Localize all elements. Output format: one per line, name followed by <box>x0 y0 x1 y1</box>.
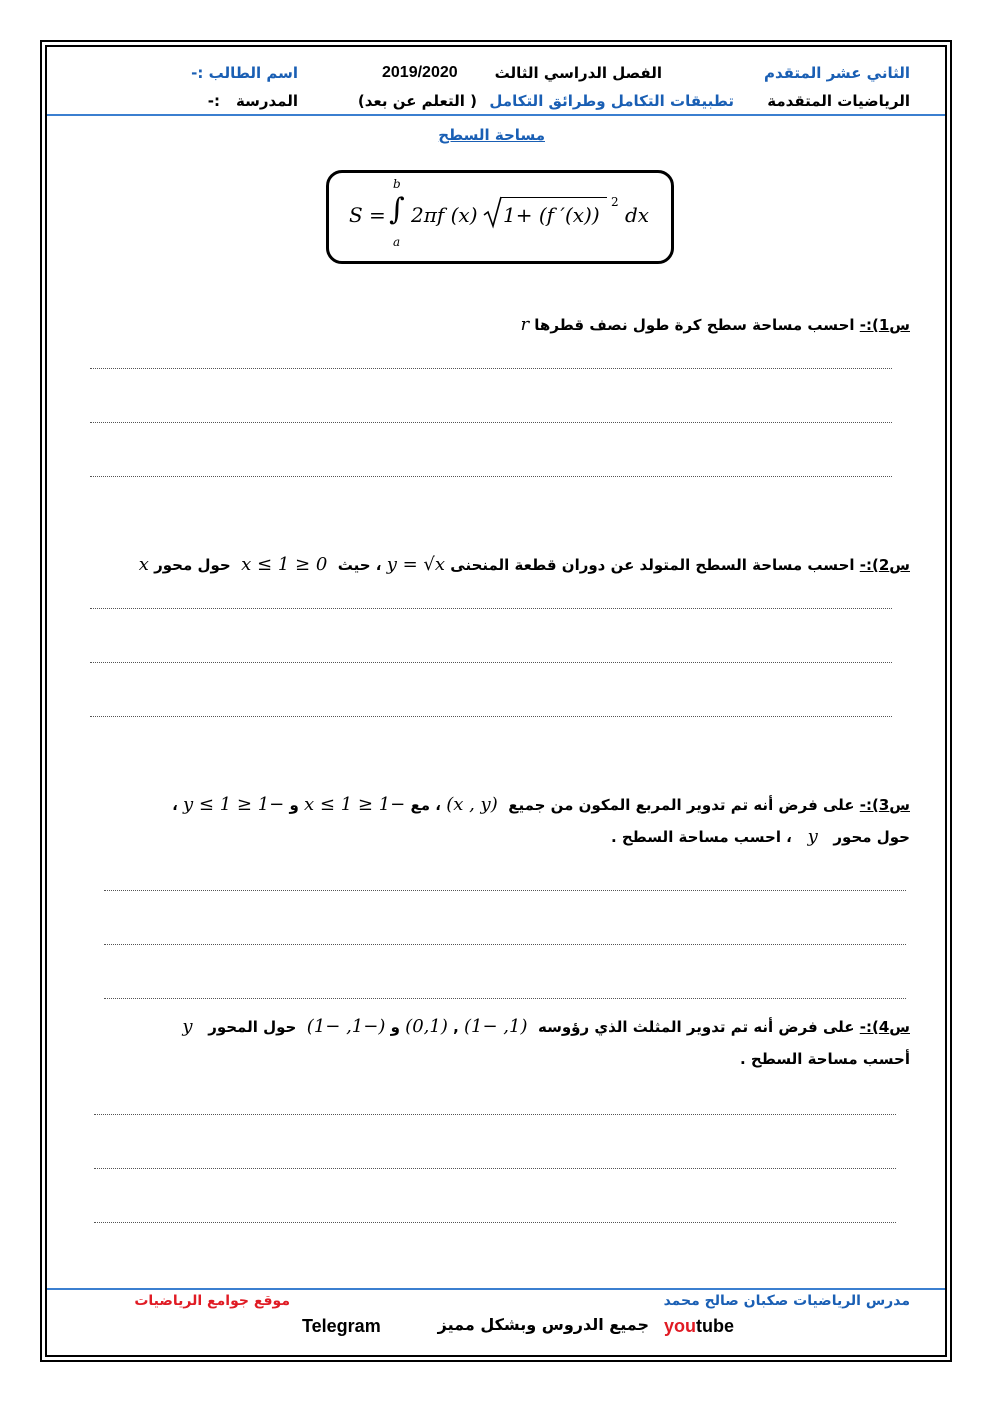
formula-exponent: 2 <box>611 195 619 209</box>
question-3-line-2 <box>611 828 910 846</box>
formula-lower-limit: a <box>393 235 401 249</box>
question-4-vertex-2: (0,1) <box>405 1016 448 1037</box>
question-4-line-2: أحسب مساحة السطح . <box>739 1050 910 1068</box>
question-4-number: س4):- <box>859 1018 910 1036</box>
answer-line <box>90 716 892 717</box>
question-2-axis-text: حول محور <box>154 556 231 574</box>
footer-lessons: جميع الدروس وبشكل مميز <box>437 1315 649 1334</box>
answer-line <box>90 608 892 609</box>
lesson-title: مساحة السطح <box>438 126 545 144</box>
mode-label: ( التعلم عن بعد) <box>357 92 477 110</box>
formula-differential: dx <box>625 203 650 227</box>
answer-line <box>104 998 906 999</box>
question-3-point: (x , y) <box>446 794 498 815</box>
question-3-comma: ، <box>172 796 178 814</box>
grade-label: الثاني عشر المتقدم <box>763 64 910 82</box>
question-2-range: 0 ≤ x ≤ 1 <box>241 554 328 575</box>
year-label: 2019/2020 <box>382 64 458 81</box>
school-colon: :- <box>207 92 220 110</box>
question-1-text: احسب مساحة سطح كرة طول نصف قطرها <box>534 316 855 334</box>
question-3-text: على فرض أنه تم تدوير المربع المكون من جميع <box>508 796 855 814</box>
header-rule <box>47 114 945 116</box>
answer-line <box>94 1114 896 1115</box>
question-3-range-x: −1 ≤ x ≤ 1 <box>304 794 406 815</box>
term-label: الفصل الدراسي الثالث <box>494 64 662 82</box>
question-3-number: س3):- <box>859 796 910 814</box>
question-2-equation: y = √x <box>386 554 446 575</box>
youtube-you: you <box>664 1316 697 1336</box>
question-3-instruction: ، احسب مساحة السطح . <box>610 828 792 846</box>
question-4-vertex-1: (1, −1) <box>464 1016 528 1037</box>
question-1 <box>520 316 910 334</box>
question-3-line-1 <box>172 796 910 814</box>
question-2-axis-var: x <box>138 554 149 575</box>
question-3-axis-var: y <box>807 826 818 847</box>
question-4-text: على فرض أنه تم تدوير المثلث الذي رؤوسه <box>537 1018 855 1036</box>
youtube-label <box>664 1316 734 1336</box>
question-4-line-1: س4):- على فرض أنه تم تدوير المثلث الذي رؤوسه (1, −1) , (0,1) و (−1, −1) حول المحور y <box>182 1016 910 1037</box>
answer-line <box>94 1168 896 1169</box>
formula-box <box>326 170 674 264</box>
footer-teacher: مدرس الرياضيات صكبان صالح محمد <box>663 1293 910 1309</box>
answer-line <box>104 890 906 891</box>
formula-integrand: 2πf (x) <box>411 203 478 227</box>
telegram-label: Telegram <box>302 1316 381 1336</box>
question-2-where: ، حيث <box>337 556 382 574</box>
unit-label: تطبيقات التكامل وطرائق التكامل <box>489 92 734 110</box>
answer-line <box>90 422 892 423</box>
footer-site: موقع جوامع الرياضيات <box>134 1293 290 1309</box>
question-4-vertex-3: (−1, −1) <box>306 1016 386 1037</box>
question-3-with: ، مع <box>410 796 441 814</box>
question-2-text: احسب مساحة السطح المتولد عن دوران قطعة المنحنى <box>450 556 855 574</box>
answer-line <box>94 1222 896 1223</box>
formula-lhs: S = <box>349 203 386 227</box>
answer-line <box>104 944 906 945</box>
answer-line <box>90 368 892 369</box>
youtube-tube: tube <box>696 1316 735 1336</box>
question-3-and: و <box>289 796 299 814</box>
question-1-number: س1):- <box>859 316 910 334</box>
answer-line <box>90 476 892 477</box>
footer-rule <box>47 1288 945 1290</box>
question-3-range-y: −1 ≤ y ≤ 1 <box>183 794 285 815</box>
sqrt-bar <box>501 197 607 198</box>
formula-radicand: 1+ (f ′(x)) <box>503 203 600 227</box>
question-4-and: و <box>390 1018 400 1036</box>
subject-label: الرياضيات المتقدمة <box>767 92 910 110</box>
answer-line <box>90 662 892 663</box>
question-4-axis-text: حول المحور <box>208 1018 297 1036</box>
school-label: المدرسة <box>236 92 298 110</box>
sqrt-sign-icon <box>483 195 503 229</box>
question-3-axis-text: حول محور <box>833 828 910 846</box>
formula-upper-limit: b <box>393 177 401 191</box>
integral-sign-icon: ∫ <box>389 192 405 227</box>
student-name-label: اسم الطالب :- <box>191 64 298 82</box>
question-2 <box>139 556 910 574</box>
question-1-var: r <box>520 314 530 335</box>
question-4-axis-var: y <box>182 1016 193 1037</box>
question-2-number: س2):- <box>859 556 910 574</box>
